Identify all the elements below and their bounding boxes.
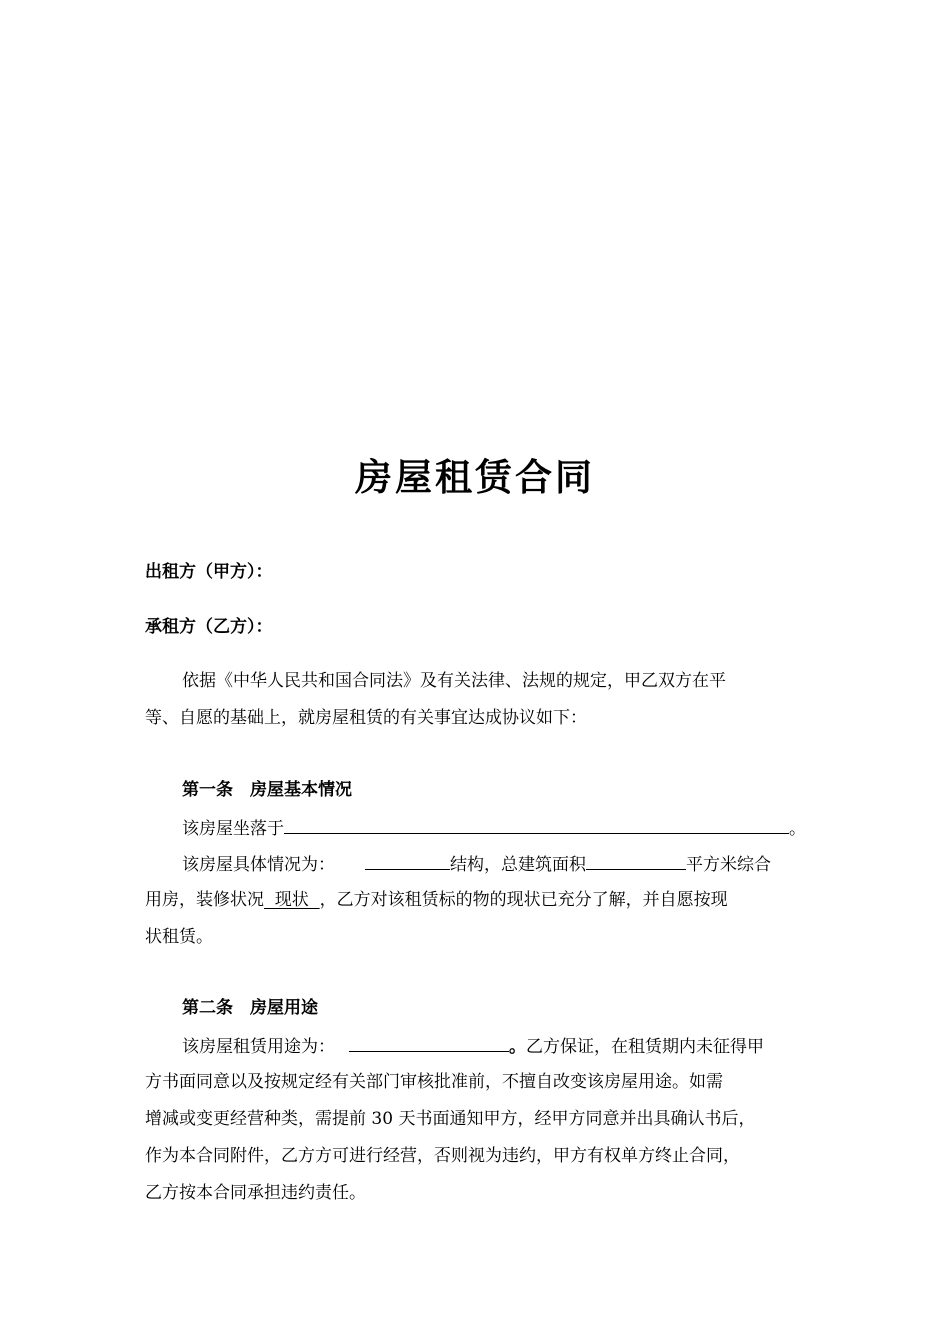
details-prefix: 该房屋具体情况为： (182, 855, 335, 875)
article-2-line-5: 乙方按本合同承担违约责任。 (145, 1183, 366, 1203)
decoration-prefix: 用房，装修状况 (145, 890, 264, 910)
use-prefix: 该房屋租赁用途为： (182, 1037, 335, 1057)
structure-blank (365, 851, 450, 870)
article-1-heading: 第一条 房屋基本情况 (182, 780, 352, 800)
article-1-line-3: 状租赁。 (145, 927, 213, 947)
article-1-decoration-line (145, 888, 728, 912)
lessor-label: 出租方（甲方）： (145, 562, 273, 582)
article-2-heading: 第二条 房屋用途 (182, 998, 318, 1018)
decoration-value: 现状 (264, 890, 320, 910)
area-suffix: 平方米综合 (686, 855, 771, 875)
article-2-use-line (182, 1033, 764, 1059)
preamble-line-1: 依据《中华人民共和国合同法》及有关法律、法规的规定，甲乙双方在平 (182, 671, 726, 691)
location-prefix: 该房屋坐落于 (182, 819, 284, 839)
use-blank (349, 1033, 509, 1052)
document-title: 房屋租赁合同 (355, 455, 595, 499)
article-1-details-line (182, 851, 771, 877)
article-2-line-4: 作为本合同附件，乙方方可进行经营，否则视为违约，甲方有权单方终止合同， (145, 1146, 740, 1166)
structure-suffix: 结构，总建筑面积 (450, 855, 586, 875)
article-2-line-3: 增减或变更经营种类，需提前 30 天书面通知甲方，经甲方同意并出具确认书后， (145, 1109, 756, 1129)
use-line-rest: 乙方保证，在租赁期内未征得甲 (526, 1037, 764, 1057)
article-2-line-2: 方书面同意以及按规定经有关部门审核批准前，不擅自改变该房屋用途。如需 (145, 1072, 723, 1092)
lessee-label: 承租方（乙方）： (145, 617, 273, 637)
decoration-suffix: ，乙方对该租赁标的物的现状已充分了解，并自愿按现 (319, 890, 728, 910)
preamble-line-2: 等、自愿的基础上，就房屋租赁的有关事宜达成协议如下： (145, 708, 587, 728)
area-blank (586, 851, 686, 870)
article-1-location-line (182, 815, 806, 841)
use-suffix: 。 (509, 1037, 526, 1057)
location-blank (284, 815, 789, 834)
location-suffix: 。 (789, 819, 806, 839)
